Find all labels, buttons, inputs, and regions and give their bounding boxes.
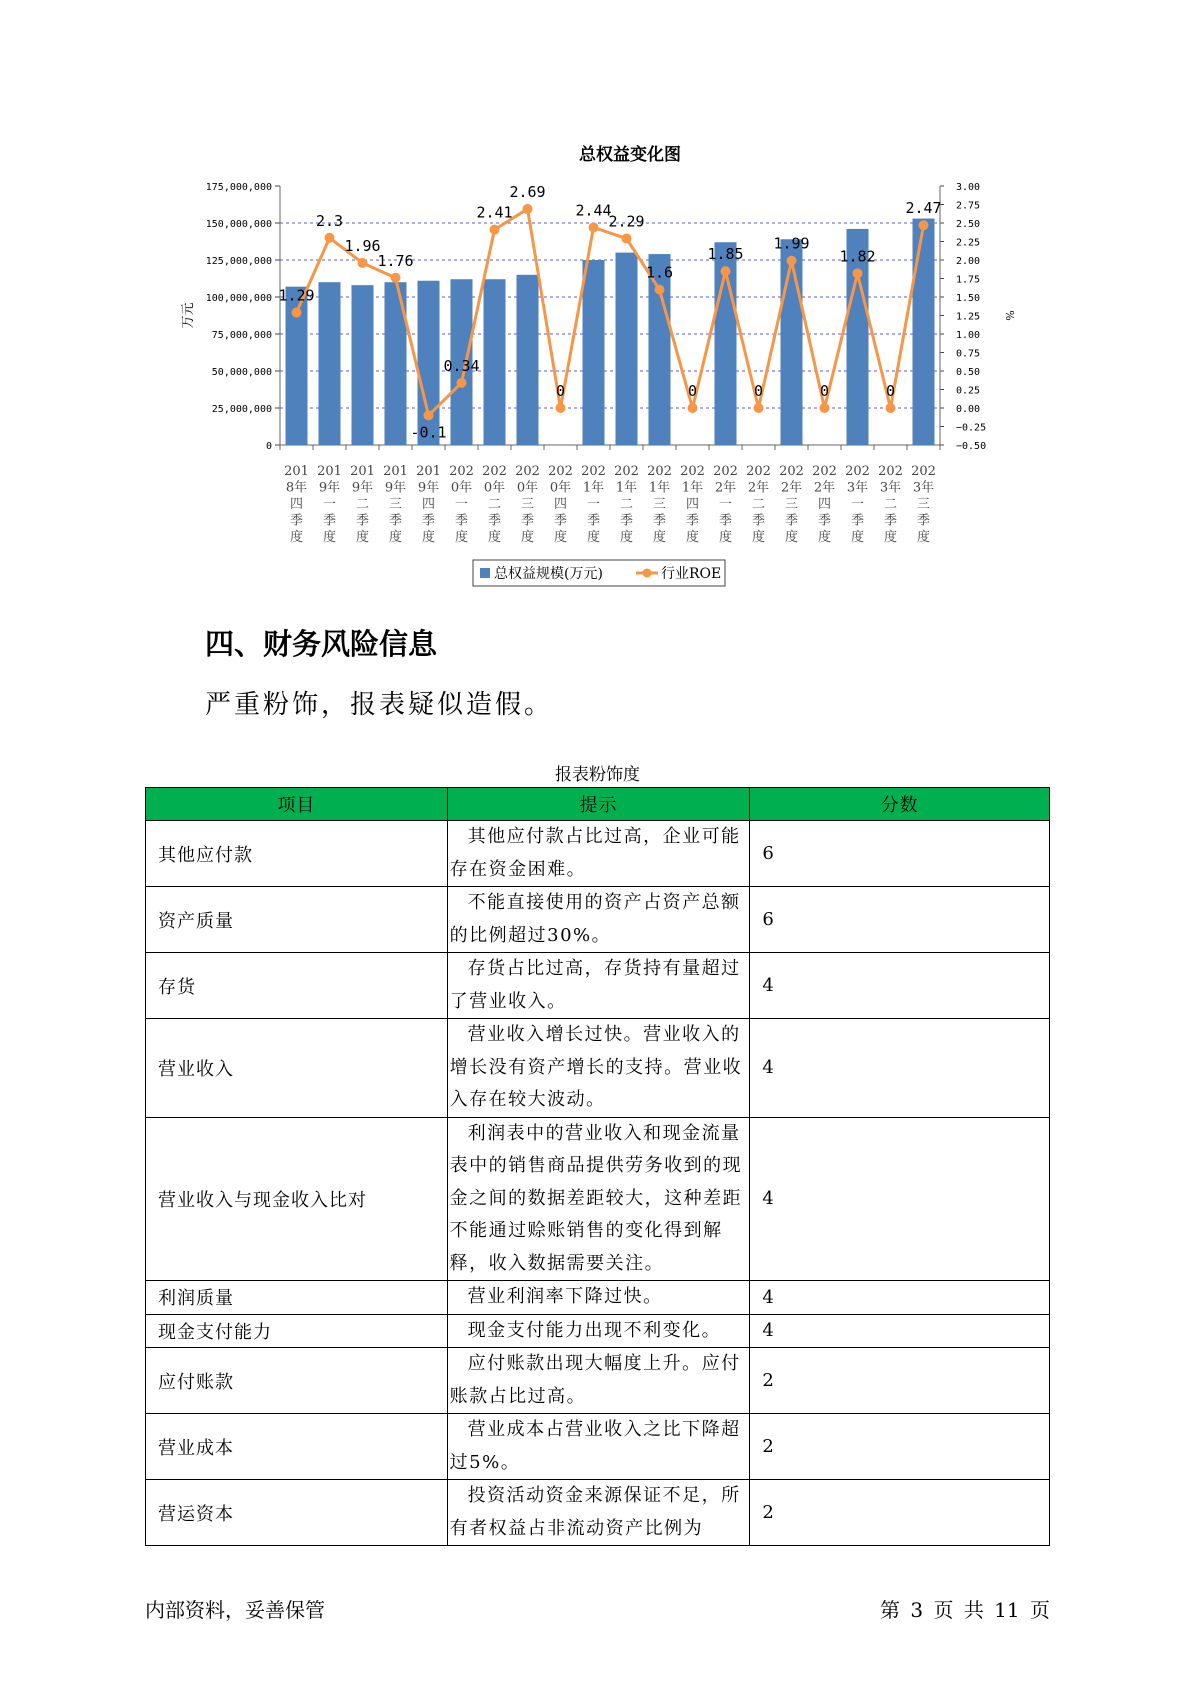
x-tick-label: 9年	[384, 480, 407, 496]
x-tick-label: 8年	[285, 480, 308, 496]
x-tick-label: 9年	[417, 480, 440, 496]
table-body	[146, 821, 1050, 1546]
row-hint: 应付账款出现大幅度上升。应付账款占比过高。	[449, 1353, 741, 1407]
table-row	[146, 1117, 1050, 1281]
y2-tick-label: 0.25	[956, 385, 981, 397]
x-tick-label: 0年	[549, 480, 572, 496]
y2-tick-label: 3.00	[956, 182, 981, 193]
x-tick-label: 一	[718, 497, 733, 512]
x-tick-label: 三	[520, 497, 535, 512]
roe-point	[325, 233, 335, 243]
row-hint-cell	[447, 821, 750, 887]
x-tick-label: 202	[548, 464, 573, 479]
y-tick-label: 100,000,000	[205, 293, 272, 304]
x-tick-label: 202	[647, 464, 672, 479]
header-hint: 提示	[447, 788, 750, 821]
x-tick-label: 度	[817, 530, 832, 545]
x-tick-label: 季	[784, 513, 799, 529]
x-tick-label: 0年	[516, 480, 539, 496]
x-tick-label: 二	[751, 497, 766, 512]
roe-point	[886, 403, 896, 413]
x-tick-label: 季	[322, 513, 337, 529]
x-tick-label: 度	[520, 530, 535, 545]
x-tick-label: 9年	[318, 480, 341, 496]
x-tick-label: 四	[421, 497, 436, 512]
x-tick-label: 季	[520, 513, 535, 529]
table-row	[146, 821, 1050, 887]
section-heading: 四、财务风险信息	[205, 627, 438, 661]
x-tick-label: 三	[388, 497, 403, 512]
row-item: 其他应付款	[146, 821, 448, 887]
x-tick-label: 季	[652, 513, 667, 529]
bar	[781, 239, 803, 445]
row-hint-cell	[447, 1414, 750, 1480]
row-item: 利润质量	[146, 1281, 448, 1315]
row-hint: 投资活动资金来源保证不足，所有者权益占非流动资产比例为	[449, 1485, 741, 1539]
x-tick-label: 二	[619, 497, 634, 512]
x-tick-label: 季	[751, 513, 766, 529]
roe-point	[490, 225, 500, 235]
row-hint: 存货占比过高，存货持有量超过了营业收入。	[449, 958, 741, 1012]
row-item: 营业收入与现金收入比对	[146, 1117, 448, 1281]
table-caption: 报表粉饰度	[555, 765, 640, 785]
x-tick-label: 2年	[714, 480, 737, 496]
roe-label: 1.6	[645, 263, 674, 282]
y2-tick-label: −0.50	[956, 441, 987, 452]
row-score: 2	[750, 1480, 1050, 1546]
y2-tick-label: 1.50	[956, 293, 981, 304]
x-tick-label: 202	[812, 464, 837, 479]
x-tick-label: 季	[850, 513, 865, 529]
row-hint-cell	[447, 1281, 750, 1315]
row-hint: 现金支付能力出现不利变化。	[467, 1319, 722, 1341]
x-tick-label: 202	[680, 464, 705, 479]
x-tick-label: 202	[581, 464, 606, 479]
row-hint: 不能直接使用的资产占资产总额的比例超过30%。	[449, 892, 741, 946]
x-tick-label: 三	[652, 497, 667, 512]
roe-label: 1.82	[839, 247, 876, 266]
roe-point	[391, 273, 401, 283]
roe-label: 0	[555, 382, 566, 400]
x-tick-label: 季	[454, 513, 469, 529]
x-tick-label: 度	[916, 530, 931, 545]
footer-note: 内部资料，妥善保管	[145, 1598, 325, 1622]
roe-label: 2.69	[509, 182, 546, 201]
y-tick-label: 150,000,000	[205, 219, 272, 230]
row-hint-cell	[447, 887, 750, 953]
x-tick-label: 季	[355, 513, 370, 529]
chart-title: 总权益变化图	[579, 145, 681, 165]
equity-chart	[0, 0, 1191, 600]
x-tick-label: 1年	[615, 480, 638, 496]
row-item: 现金支付能力	[146, 1314, 448, 1348]
table-row	[146, 1281, 1050, 1315]
row-score: 4	[750, 1019, 1050, 1118]
legend-line-label: 行业ROE	[661, 566, 722, 582]
x-tick-label: 202	[482, 464, 507, 479]
table-row	[146, 1348, 1050, 1414]
legend-bar-label: 总权益规模(万元)	[494, 566, 603, 582]
x-tick-label: 度	[421, 530, 436, 545]
bar	[352, 285, 374, 445]
row-score: 4	[750, 1117, 1050, 1281]
row-item: 存货	[146, 953, 448, 1019]
roe-point	[457, 378, 467, 388]
y-tick-label: 25,000,000	[211, 404, 272, 415]
roe-point	[754, 403, 764, 413]
x-tick-label: 0年	[450, 480, 473, 496]
x-tick-label: 季	[685, 513, 700, 529]
row-score: 4	[750, 953, 1050, 1019]
roe-label: 1.99	[773, 234, 810, 253]
roe-point	[523, 204, 533, 214]
x-tick-label: 202	[614, 464, 639, 479]
page-number: 第 3 页 共 11 页	[880, 1598, 1050, 1622]
roe-point	[787, 256, 797, 266]
roe-point	[721, 266, 731, 276]
x-tick-label: 三	[916, 497, 931, 512]
y-tick-label: 50,000,000	[211, 367, 272, 378]
x-tick-label: 季	[289, 513, 304, 529]
bar	[913, 219, 935, 445]
y-tick-label: 125,000,000	[205, 256, 272, 267]
bar	[583, 260, 605, 445]
x-tick-label: 1年	[648, 480, 671, 496]
x-tick-label: 度	[685, 530, 700, 545]
row-hint-cell	[447, 1480, 750, 1546]
x-tick-label: 度	[454, 530, 469, 545]
roe-point	[655, 285, 665, 295]
y2-tick-label: 1.75	[956, 274, 981, 286]
x-tick-label: 季	[421, 513, 436, 529]
roe-point	[292, 308, 302, 318]
table-row	[146, 887, 1050, 953]
roe-point	[919, 220, 929, 230]
y2-tick-label: 2.00	[956, 256, 981, 267]
roe-label: 2.3	[315, 211, 344, 230]
row-hint: 营业利润率下降过快。	[467, 1286, 663, 1307]
x-tick-label: 四	[553, 497, 568, 512]
x-tick-label: 季	[619, 513, 634, 529]
x-tick-label: 四	[817, 497, 832, 512]
roe-label: 0	[687, 382, 698, 400]
roe-label: 1.85	[707, 245, 744, 264]
x-tick-label: 202	[746, 464, 771, 479]
x-tick-label: 季	[553, 513, 568, 529]
legend-line-marker	[643, 569, 652, 578]
x-tick-label: 季	[487, 513, 502, 529]
x-tick-label: 度	[289, 530, 304, 545]
roe-label: 2.47	[905, 199, 942, 218]
x-tick-label: 201	[383, 464, 408, 479]
row-hint-cell	[447, 953, 750, 1019]
equity-chart-svg	[0, 0, 1191, 600]
x-tick-label: 3年	[879, 480, 902, 496]
y-tick-label: 175,000,000	[205, 182, 272, 193]
roe-point	[622, 234, 632, 244]
row-score: 6	[750, 821, 1050, 887]
x-tick-label: 0年	[483, 480, 506, 496]
roe-point	[424, 410, 434, 420]
x-tick-label: 二	[883, 497, 898, 512]
section-summary: 严重粉饰，报表疑似造假。	[205, 690, 554, 720]
row-score: 4	[750, 1314, 1050, 1348]
roe-point	[358, 258, 368, 268]
x-tick-label: 202	[845, 464, 870, 479]
y2-tick-label: 0.75	[956, 348, 981, 360]
row-score: 2	[750, 1348, 1050, 1414]
row-hint: 营业成本占营业收入之比下降超过5%。	[449, 1419, 741, 1473]
y2-tick-label: 0.00	[956, 404, 981, 415]
row-hint-cell	[447, 1314, 750, 1348]
x-tick-label: 四	[685, 497, 700, 512]
row-item: 营业收入	[146, 1019, 448, 1118]
row-hint-cell	[447, 1348, 750, 1414]
y2-tick-label: 2.50	[956, 219, 981, 230]
x-tick-label: 202	[449, 464, 474, 479]
row-hint-cell	[447, 1019, 750, 1118]
legend-bar-swatch	[480, 568, 490, 578]
table-row	[146, 1019, 1050, 1118]
x-tick-label: 季	[718, 513, 733, 529]
x-tick-label: 201	[284, 464, 309, 479]
x-tick-label: 二	[487, 497, 502, 512]
x-tick-label: 季	[916, 513, 931, 529]
x-tick-label: 度	[619, 530, 634, 545]
roe-label: 0	[753, 382, 764, 400]
x-tick-label: 度	[652, 530, 667, 545]
bar	[616, 253, 638, 445]
roe-label: 1.96	[344, 236, 381, 255]
roe-label: 1.29	[278, 286, 315, 305]
row-hint-cell	[447, 1117, 750, 1281]
row-hint: 其他应付款占比过高，企业可能存在资金困难。	[449, 826, 741, 880]
x-tick-label: 一	[454, 497, 469, 512]
roe-point	[589, 222, 599, 232]
x-tick-label: 三	[784, 497, 799, 512]
x-tick-label: 9年	[351, 480, 374, 496]
roe-point	[853, 268, 863, 278]
x-tick-label: 1年	[582, 480, 605, 496]
roe-label: 0	[819, 382, 830, 400]
x-tick-label: 202	[779, 464, 804, 479]
table-row	[146, 1314, 1050, 1348]
roe-label: 2.41	[476, 203, 513, 222]
row-item: 资产质量	[146, 887, 448, 953]
x-tick-label: 202	[515, 464, 540, 479]
x-tick-label: 度	[487, 530, 502, 545]
x-tick-label: 一	[322, 497, 337, 512]
header-item: 项目	[146, 788, 448, 821]
x-tick-label: 四	[289, 497, 304, 512]
x-tick-label: 二	[355, 497, 370, 512]
x-tick-label: 度	[751, 530, 766, 545]
table-row	[146, 1414, 1050, 1480]
roe-label: 0	[885, 382, 896, 400]
y2-tick-label: 2.75	[956, 200, 981, 212]
x-tick-label: 度	[850, 530, 865, 545]
y-tick-label: 75,000,000	[211, 330, 272, 341]
y2-tick-label: 1.25	[956, 311, 981, 323]
row-hint: 利润表中的营业收入和现金流量表中的销售商品提供劳务收到的现金之间的数据差距较大，这种差距不能通过赊账销售的变化得到解释，收入数据需要关注。	[449, 1122, 743, 1274]
roe-point	[556, 403, 566, 413]
roe-point	[688, 403, 698, 413]
row-item: 营运资本	[146, 1480, 448, 1546]
x-tick-label: 一	[586, 497, 601, 512]
x-tick-label: 202	[878, 464, 903, 479]
x-tick-label: 一	[850, 497, 865, 512]
x-tick-label: 2年	[813, 480, 836, 496]
x-tick-label: 季	[388, 513, 403, 529]
table-row	[146, 953, 1050, 1019]
x-tick-label: 度	[784, 530, 799, 545]
x-tick-label: 201	[317, 464, 342, 479]
row-score: 2	[750, 1414, 1050, 1480]
roe-label: 2.44	[575, 201, 612, 220]
bar	[649, 254, 671, 445]
x-tick-label: 度	[355, 530, 370, 545]
x-tick-label: 202	[911, 464, 936, 479]
x-tick-label: 度	[883, 530, 898, 545]
header-score: 分数	[750, 788, 1050, 821]
roe-point	[820, 403, 830, 413]
roe-label: 2.29	[608, 212, 645, 231]
table-header-row	[146, 788, 1050, 821]
x-tick-label: 201	[350, 464, 375, 479]
row-item: 应付账款	[146, 1348, 448, 1414]
x-tick-label: 3年	[846, 480, 869, 496]
table-row	[146, 1480, 1050, 1546]
roe-label: 0.34	[443, 356, 480, 375]
x-tick-label: 度	[586, 530, 601, 545]
bar	[319, 282, 341, 445]
bar	[484, 279, 506, 445]
x-tick-label: 季	[817, 513, 832, 529]
risk-table	[145, 787, 1050, 1546]
row-score: 4	[750, 1281, 1050, 1315]
bar	[517, 275, 539, 445]
x-tick-label: 201	[416, 464, 441, 479]
roe-label: 1.76	[377, 251, 414, 270]
x-tick-label: 度	[718, 530, 733, 545]
y-axis-title: 万元	[181, 302, 196, 329]
y-tick-label: 0	[265, 441, 272, 452]
x-tick-label: 度	[553, 530, 568, 545]
y2-tick-label: 0.50	[956, 367, 981, 378]
x-tick-label: 202	[713, 464, 738, 479]
x-tick-label: 度	[322, 530, 337, 545]
x-tick-label: 季	[883, 513, 898, 529]
x-tick-label: 季	[586, 513, 601, 529]
y2-axis-title: %	[1003, 310, 1016, 321]
row-item: 营业成本	[146, 1414, 448, 1480]
y2-tick-label: 2.25	[956, 237, 981, 249]
x-tick-label: 1年	[681, 480, 704, 496]
x-tick-label: 度	[388, 530, 403, 545]
y2-tick-label: 1.00	[956, 330, 981, 341]
row-score: 6	[750, 887, 1050, 953]
roe-label: -0.1	[410, 423, 447, 442]
x-tick-label: 2年	[780, 480, 803, 496]
row-hint: 营业收入增长过快。营业收入的增长没有资产增长的支持。营业收入存在较大波动。	[449, 1024, 743, 1110]
x-tick-label: 2年	[747, 480, 770, 496]
y2-tick-label: −0.25	[956, 422, 987, 434]
x-tick-label: 3年	[912, 480, 935, 496]
